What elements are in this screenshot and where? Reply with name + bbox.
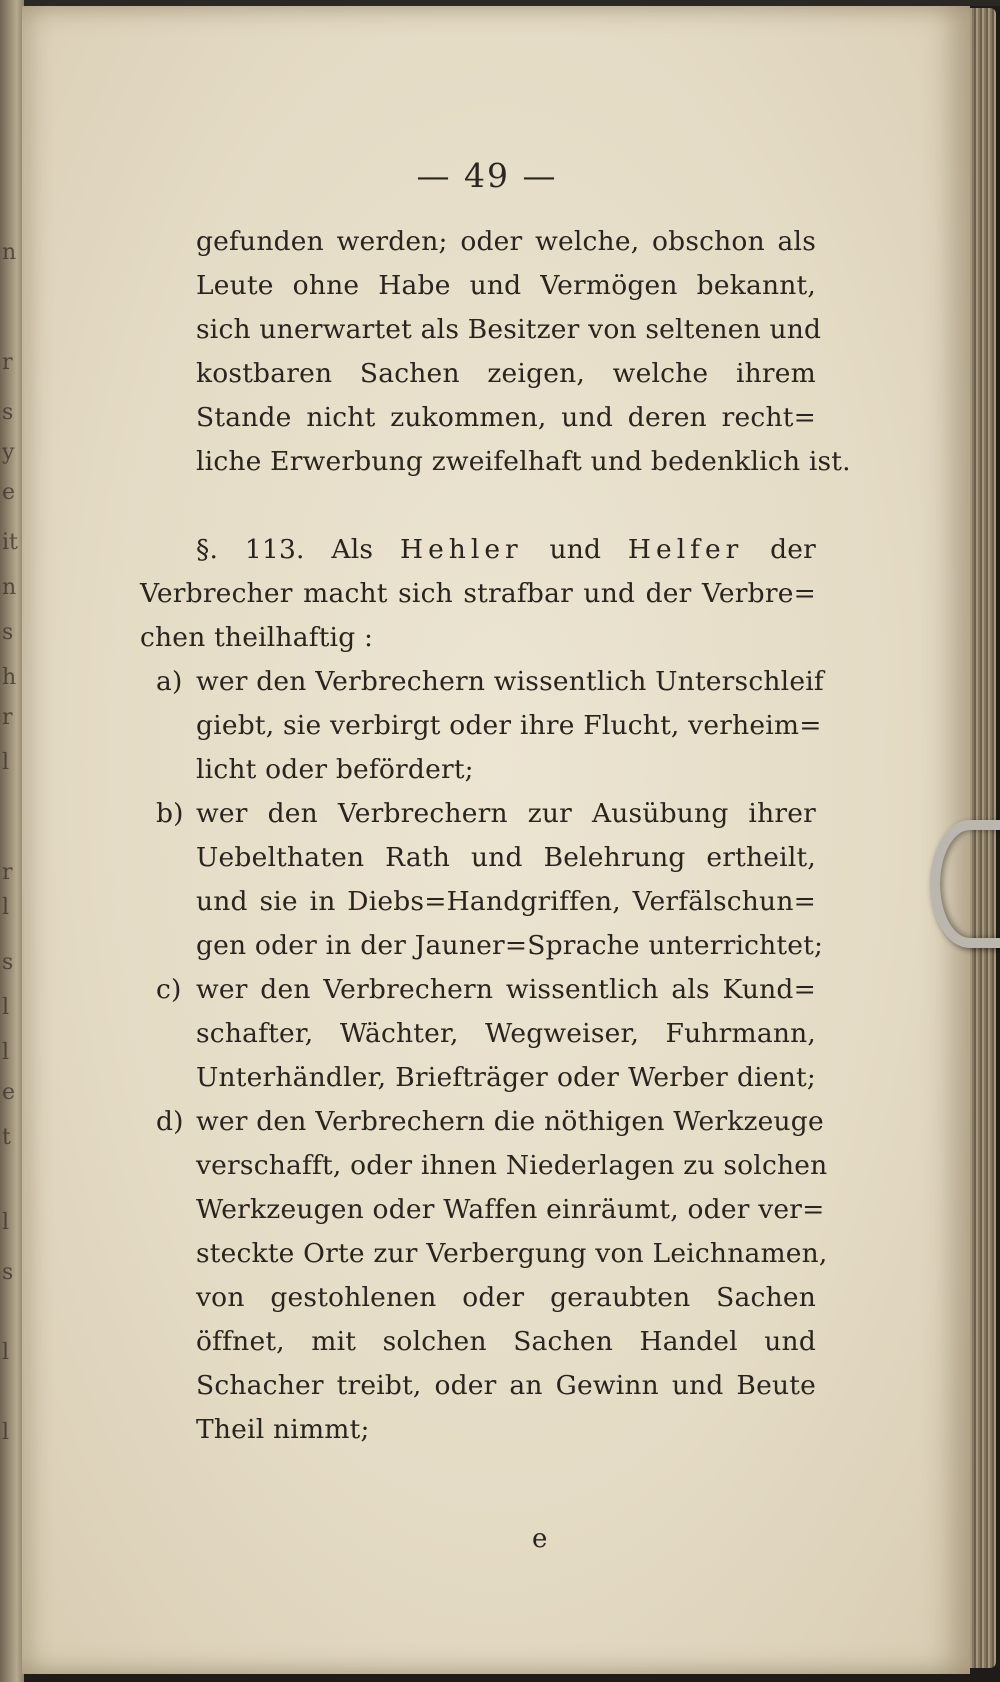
text-line: gen oder in der Jauner=Sprache unterrichtet;: [196, 930, 824, 961]
section-text: und: [549, 534, 602, 565]
body-text: [140, 220, 851, 1452]
facing-page-fragment: e: [2, 1080, 16, 1105]
item-text: wer den Verbrechern wissentlich Unterschleif: [196, 666, 824, 697]
text-line: Theil nimmt;: [196, 1414, 370, 1445]
facing-page-fragment: n: [2, 575, 17, 600]
text-line: Leute ohne Habe und Vermögen bekannt,: [196, 270, 816, 301]
list-item-a-first-line: [156, 660, 824, 704]
text-line: sich unerwartet als Besitzer von seltenen und: [196, 314, 822, 345]
text-line: verschafft, oder ihnen Niederlagen zu solchen: [196, 1150, 828, 1181]
facing-page-fragment: l: [2, 1420, 10, 1445]
item-label-a: a): [156, 666, 183, 697]
item-text: wer den Verbrechern wissentlich als Kund=: [196, 974, 816, 1005]
facing-page-fragment: it: [2, 530, 18, 555]
item-label-d: d): [156, 1106, 184, 1137]
text-line: gefunden werden; oder welche, obschon als: [196, 226, 816, 257]
facing-page-fragment: s: [2, 620, 14, 645]
section-text: Als: [331, 534, 374, 565]
facing-page-fragment: l: [2, 1210, 10, 1235]
facing-page-fragment: r: [2, 705, 13, 730]
list-item-d-first-line: [156, 1100, 824, 1144]
text-line: schafter, Wächter, Wegweiser, Fuhrmann,: [196, 1018, 816, 1049]
text-line: Uebelthaten Rath und Belehrung ertheilt,: [196, 842, 816, 873]
paragraph-gap: [196, 484, 816, 528]
text-line: Stande nicht zukommen, und deren recht=: [196, 402, 816, 433]
facing-page-fragment: l: [2, 1340, 10, 1365]
facing-page-fragment: l: [2, 1040, 10, 1065]
text-line: steckte Orte zur Verbergung von Leichnamen,: [196, 1238, 828, 1269]
list-item-c-first-line: [156, 968, 816, 1012]
bookmark-clip: [930, 820, 1000, 948]
facing-page-fragment: s: [2, 950, 14, 975]
text-line: Schacher treibt, oder an Gewinn und Beute: [196, 1370, 816, 1401]
section-text: der: [770, 534, 817, 565]
facing-page-fragment: r: [2, 350, 13, 375]
text-line: licht oder befördert;: [196, 754, 474, 785]
text-line: Unterhändler, Briefträger oder Werber dient;: [196, 1062, 816, 1093]
signature-mark: e: [532, 1524, 548, 1554]
book-page: [22, 6, 970, 1674]
facing-page-fragment: l: [2, 750, 10, 775]
facing-page-edge: [0, 0, 24, 1682]
text-line: Verbrecher macht sich strafbar und der Verbre=: [140, 578, 816, 609]
facing-page-fragment: s: [2, 400, 14, 425]
text-line: chen theilhaftig :: [140, 622, 374, 653]
item-label-c: c): [156, 974, 182, 1005]
text-line: giebt, sie verbirgt oder ihre Flucht, verheim=: [196, 710, 822, 741]
text-line: Werkzeugen oder Waffen einräumt, oder ver=: [196, 1194, 825, 1225]
list-item-b-first-line: [156, 792, 816, 836]
item-label-b: b): [156, 798, 184, 829]
facing-page-fragment: e: [2, 480, 16, 505]
emphasis-term: Helfer: [627, 534, 744, 565]
page-number: — 49 —: [416, 156, 558, 195]
item-text: wer den Verbrechern zur Ausübung ihrer: [196, 798, 816, 829]
text-line: kostbaren Sachen zeigen, welche ihrem: [196, 358, 816, 389]
facing-page-fragment: s: [2, 1260, 14, 1285]
facing-page-fragment: t: [2, 1125, 11, 1150]
text-line: von gestohlenen oder geraubten Sachen: [196, 1282, 816, 1313]
item-text: wer den Verbrechern die nöthigen Werkzeuge: [196, 1106, 824, 1137]
facing-page-fragment: r: [2, 860, 13, 885]
facing-page-fragment: h: [2, 665, 17, 690]
text-line: liche Erwerbung zweifelhaft und bedenklich ist.: [196, 446, 851, 477]
facing-page-fragment: y: [2, 440, 15, 465]
facing-page-fragment: l: [2, 895, 10, 920]
section-heading-line: [196, 528, 816, 572]
facing-page-fragment: l: [2, 995, 10, 1020]
text-line: und sie in Diebs=Handgriffen, Verfälschun=: [196, 886, 816, 917]
section-mark: §. 113.: [196, 534, 305, 565]
text-line: öffnet, mit solchen Sachen Handel und: [196, 1326, 816, 1357]
facing-page-fragment: n: [2, 240, 17, 265]
emphasis-term: Hehler: [399, 534, 523, 565]
